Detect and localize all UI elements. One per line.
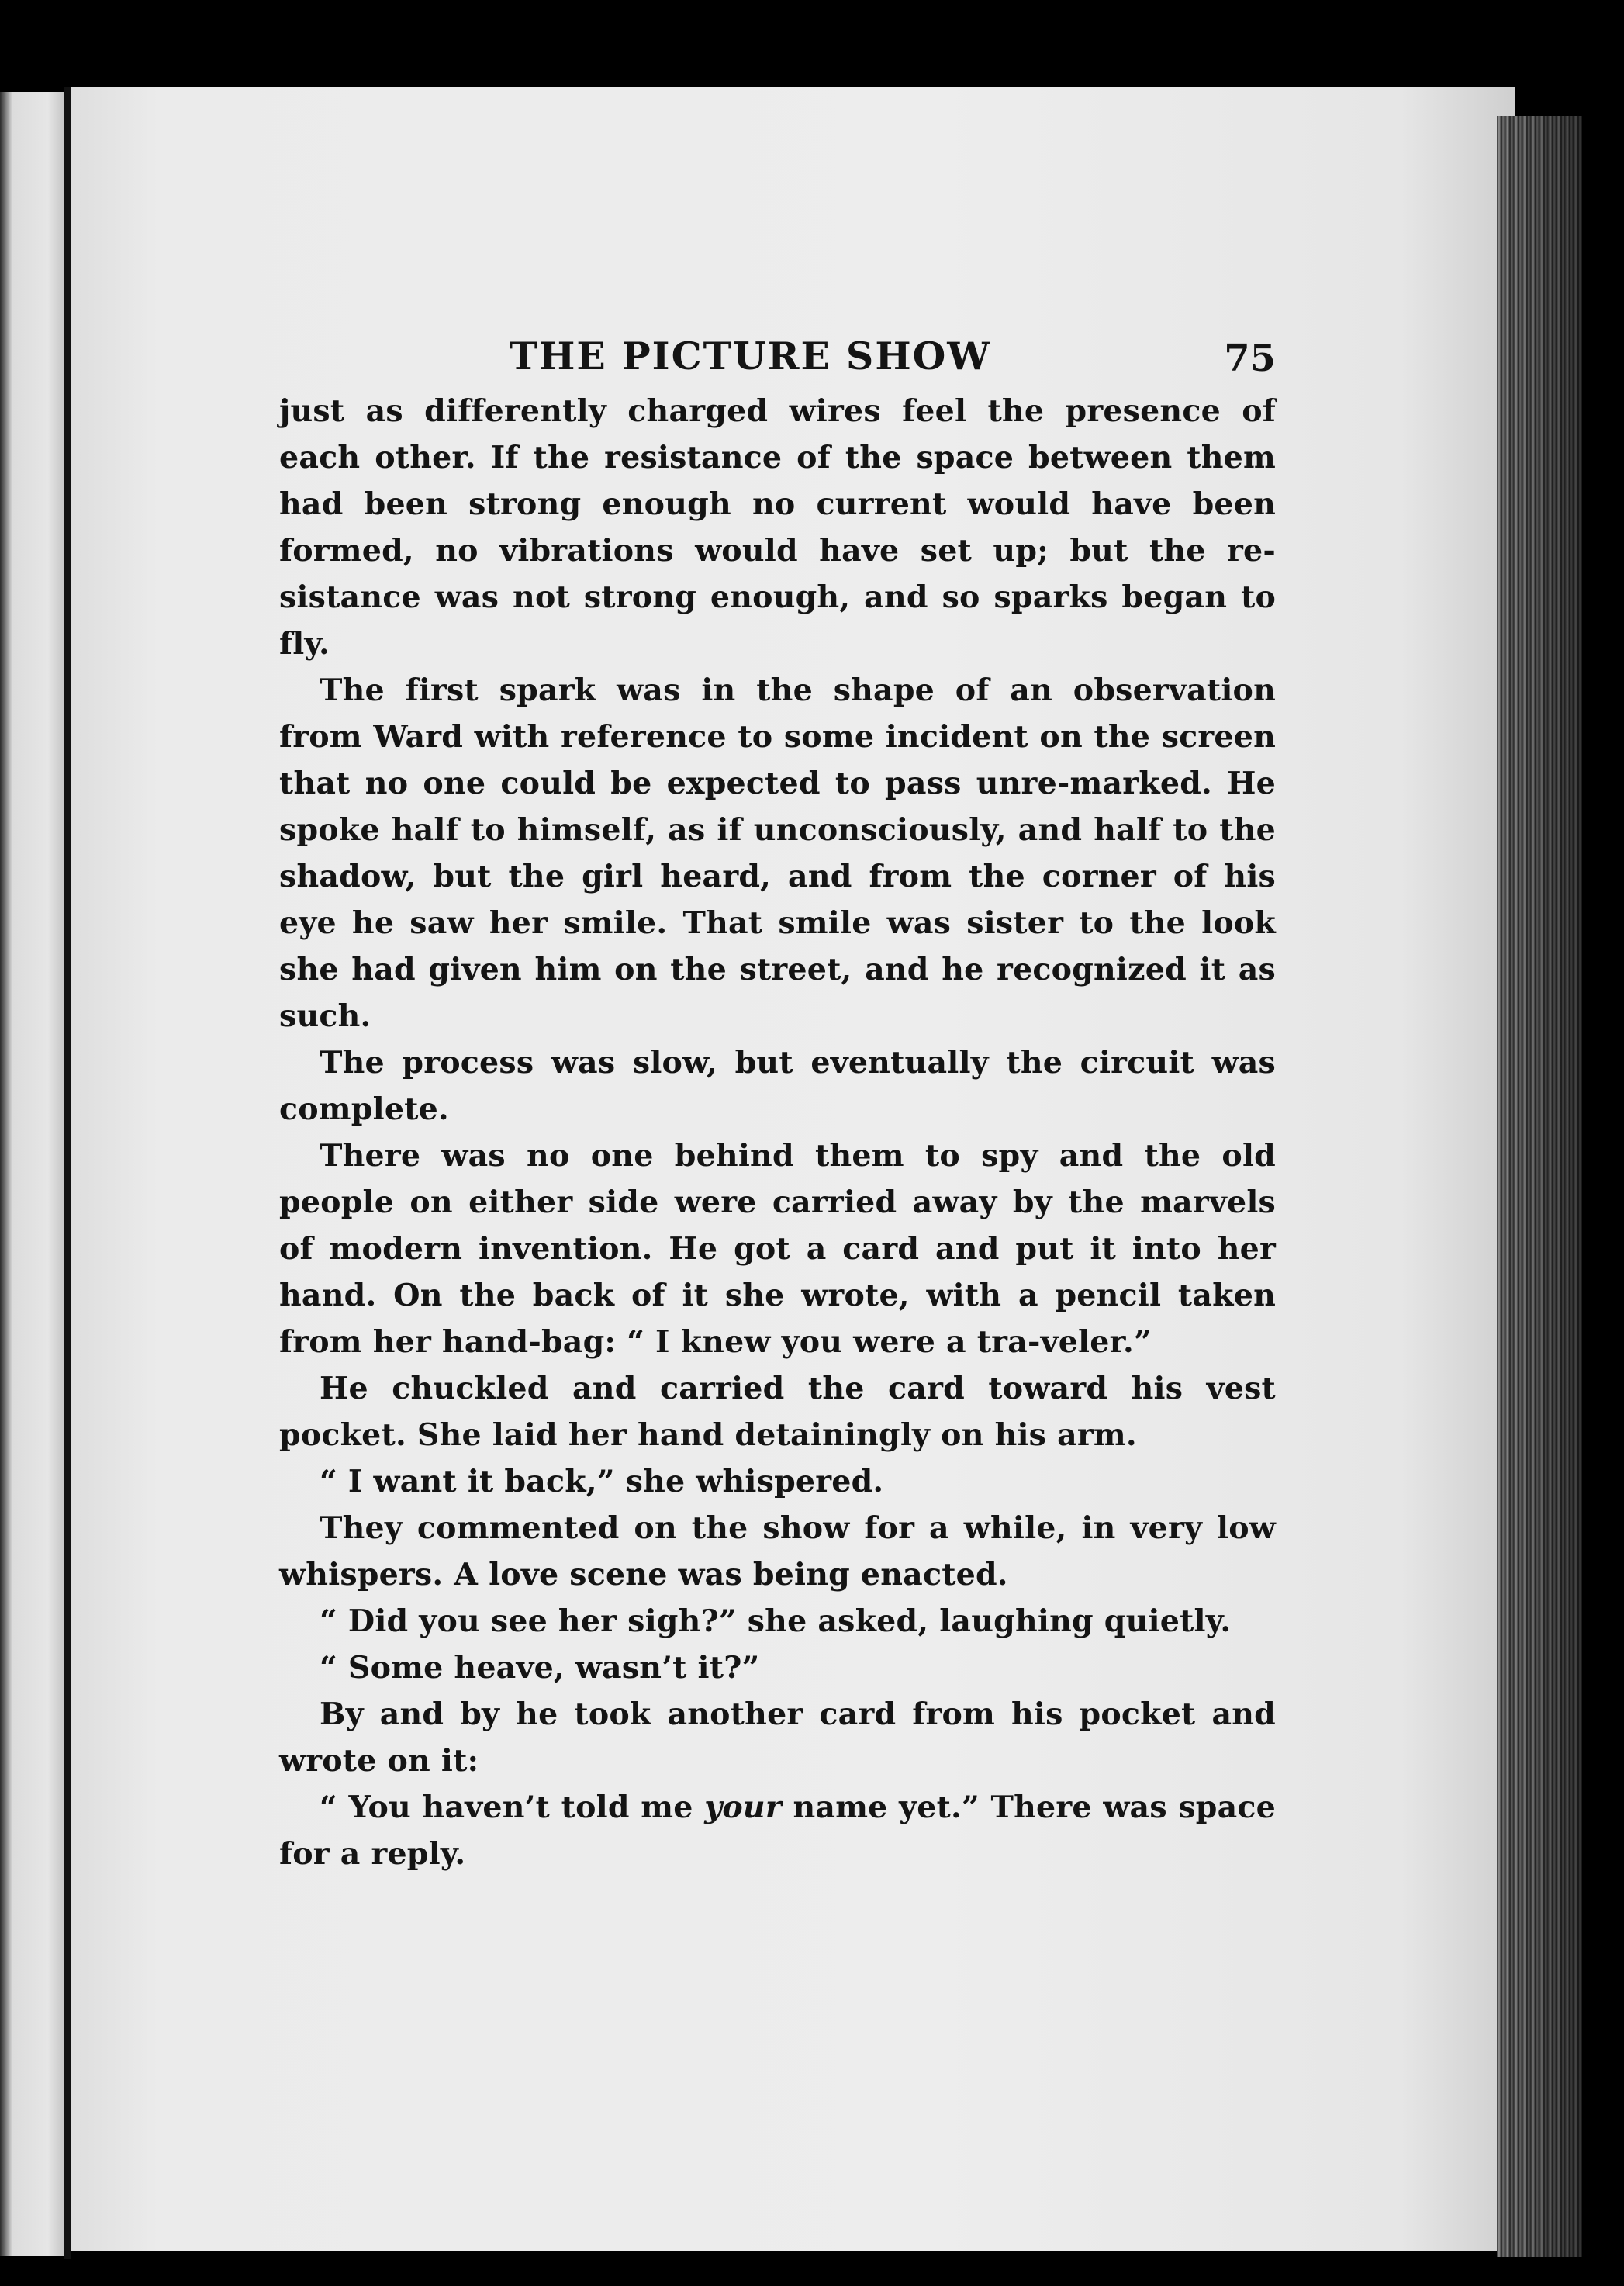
running-head [279,326,1276,388]
page-stack-shadow [1497,116,1582,2257]
paragraph: He chuckled and carried the card toward his vest pocket. She laid her hand detainingly on his arm. [279,1371,1276,1453]
paragraph-continued: just as differently charged wires feel the presence of each other. If the resistance of the space between them had been strong enough no current would have been formed, no vibrations would have set up; but the re-sistance was not strong enough, and so sparks began to fly. [279,393,1276,662]
paragraph [279,1784,1276,1877]
running-title: THE PICTURE SHOW [509,334,992,379]
facing-page-edge [0,92,68,2256]
emphasized-word: your [704,1790,782,1825]
paragraph: “ Some heave, wasn’t it?” [320,1650,760,1686]
body-text [279,388,1276,1877]
paragraph-text: name yet.” There was space for a reply. [279,1790,1276,1872]
book-gutter [64,87,71,2259]
paragraph: “ I want it back,” she whispered. [320,1464,884,1499]
paragraph: The process was slow, but eventually the circuit was complete. [279,1045,1276,1127]
paragraph: “ Did you see her sigh?” she asked, laughing quietly. [320,1603,1232,1639]
text-block [279,326,1276,1877]
paragraph: There was no one behind them to spy and the old people on either side were carried away by the marvels of modern invention. He got a card and put it into her hand. On the back of it she wrote, with a pencil taken from her hand-bag: “ I knew you were a tra-veler.” [279,1138,1276,1360]
paragraph: By and by he took another card from his pocket and wrote on it: [279,1696,1276,1779]
page-number: 75 [1224,337,1276,380]
paragraph: The first spark was in the shape of an observation from Ward with reference to some incident on the screen that no one could be expected to pass unre-marked. He spoke half to himself, as if unconsciously, and half to the shadow, but the girl heard, and from the corner of his eye he saw her smile. That smile was sister to the look she had given him on the street, and he recognized it as such. [279,673,1276,1034]
paragraph: They commented on the show for a while, in very low whispers. A love scene was being enacted. [279,1510,1276,1593]
paragraph-text: “ You haven’t told me [320,1790,705,1825]
